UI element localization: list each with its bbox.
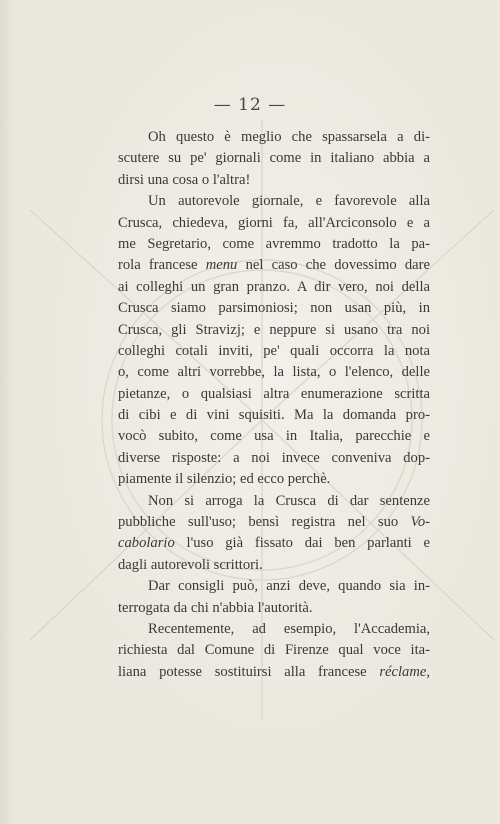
text-line: terrogata da chi n'abbia l'autorità. [118,599,313,616]
text-segment: liana potesse sostituirsi alla francese [118,663,380,680]
body-text [118,127,430,683]
text-segment: nel caso che dovessimo dare [237,257,431,274]
text-line [118,533,430,554]
text-line: dagli autorevoli scrittori. [118,556,263,573]
text-line: colleghi cotali inviti, pe' quali occorra la nota [118,342,430,359]
text-line: Non si arroga la Crusca di dar sentenze [148,492,430,509]
text-line: dirsi una cosa o l'altra! [118,171,251,188]
text-line: me Segretario, come avremmo tradotto la pa- [118,235,430,252]
text-line: vocò subito, come usa in Italia, parecchie e [118,428,430,445]
text-line: o, come altri vorrebbe, la lista, o l'elenco, delle [118,364,430,381]
italic-word: cabolario [118,535,175,552]
text-line: Recentemente, ad esempio, l'Accademia, [148,620,430,637]
text-line: Oh questo è meglio che spassarsela a di- [148,129,430,145]
page-number: — 12 — [213,95,287,115]
text-line: richiesta dal Comune di Firenze qual voce ita- [118,642,430,659]
text-line: Crusca siamo parsimoniosi; non usan più, in [118,300,430,317]
text-line [118,512,430,533]
text-segment: , [426,663,430,680]
text-segment: pubbliche sull'uso; bensì registra nel suo [118,514,411,531]
text-line: scutere su pe' giornali come in italiano abbia a [118,150,430,167]
text-line: Crusca, chiedeva, giorni fa, all'Arciconsolo e a [118,214,430,231]
text-line: Un autorevole giornale, e favorevole alla [148,193,430,210]
italic-word: Vo- [410,514,430,531]
text-segment: l'uso già fissato dai ben parlanti e [174,535,430,552]
text-line [118,662,430,683]
text-line [118,255,430,276]
text-line: di cibi e di vini squisiti. Ma la domanda pro- [118,407,430,424]
italic-word: menu [205,257,238,274]
text-line: pietanze, o qualsiasi altra enumerazione scritta [118,385,430,402]
text-line: ai colleghi un gran pranzo. A dir vero, noi della [118,278,430,295]
italic-word: réclame [379,663,427,680]
text-line: Dar consigli può, anzi deve, quando sia in- [148,578,430,595]
text-line: Crusca, gli Stravizj; e neppure si usano tra noi [118,321,430,338]
text-line: diverse risposte: a noi invece conveniva dop- [118,449,430,466]
text-line: piamente il silenzio; ed ecco perchè. [118,471,331,488]
text-segment: rola francese [118,257,206,274]
